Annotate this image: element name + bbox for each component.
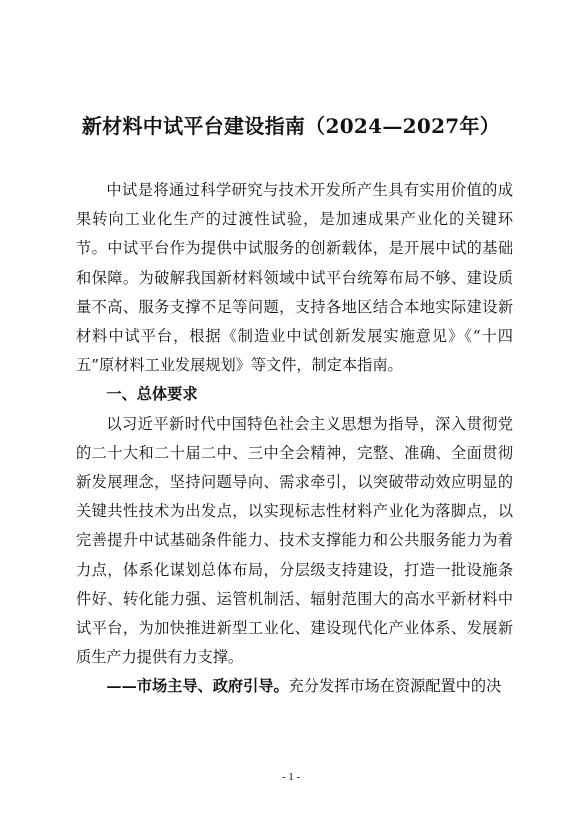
general-requirements-paragraph: 以习近平新时代中国特色社会主义思想为指导，深入贯彻党的二十大和二十届二中、三中全会精神，完整、准确、全面贯彻新发展理念，坚持问题导向、需求牵引，以突破带动效应明显的关键共性技术为出发点，以实现标志性材料产业化为落脚点，以完善提升中试基础条件能力、技术支撑能力和公共服务能力为着力点，体系化谋划总体布局，分层级支持建设，打造一批设施条件好、转化能力强、运管机制活、辐射范围大的高水平新材料中试平台，为加快推进新型工业化、建设现代化产业体系、发展新质生产力提供有力支撑。 <box>76 414 513 667</box>
page-number: - 1 - <box>281 771 301 783</box>
principle-paragraph <box>76 672 513 701</box>
document-title: 新材料中试平台建设指南（2024—2027年） <box>81 114 501 138</box>
intro-paragraph: 中试是将通过科学研究与技术开发所产生具有实用价值的成果转向工业化生产的过渡性试验，是加速成果产业化的关键环节。中试平台作为提供中试服务的创新载体，是开展中试的基础和保障。为破解我国新材料领域中试平台统筹布局不够、建设质量不高、服务支撑不足等问题，支持各地区结合本地实际建设新材料中试平台，根据《制造业中试创新发展实施意见》《“十四五”原材料工业发展规划》等文件，制定本指南。 <box>76 181 513 375</box>
section-heading-general-requirements: 一、总体要求 <box>106 385 198 404</box>
principle-lead: ——市场主导、政府引导。 <box>106 677 289 696</box>
document-body <box>76 176 513 702</box>
principle-text: 充分发挥市场在资源配置中的决 <box>288 677 502 696</box>
